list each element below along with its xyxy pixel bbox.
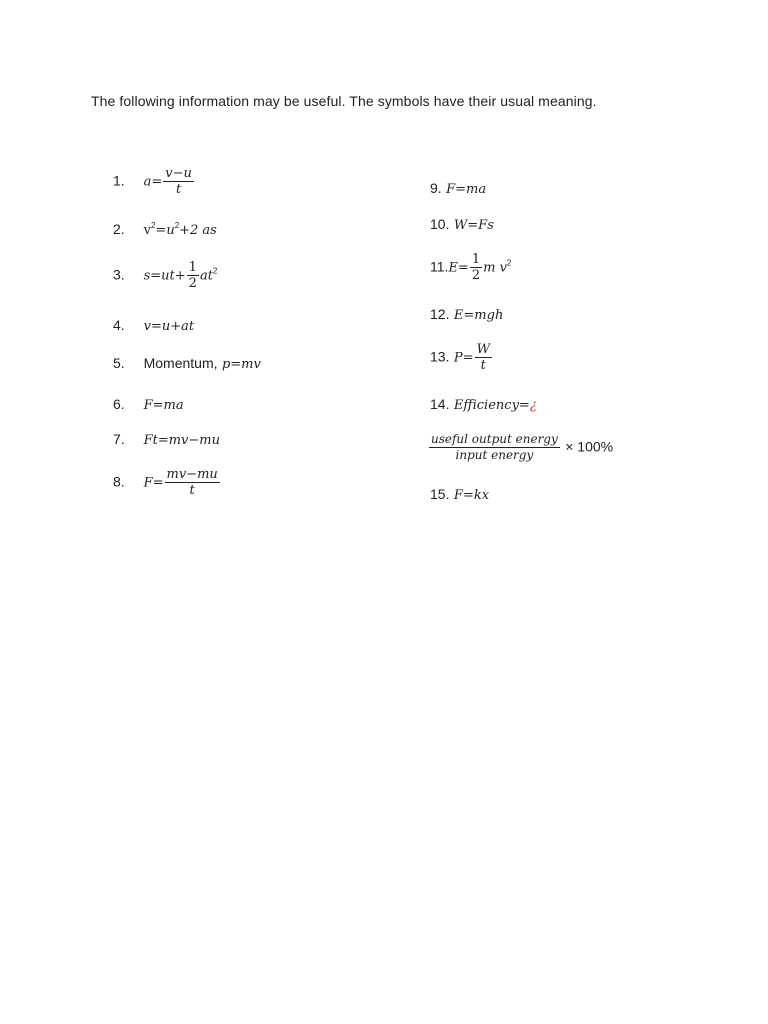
formula-label: Momentum, (143, 355, 218, 371)
formula-number: 1. (113, 172, 125, 189)
superscript: 2 (150, 221, 156, 230)
formula-expr: Ft=mv−mu (143, 433, 220, 448)
formula-term: +2 as (179, 223, 217, 238)
formula-number: 4. (113, 317, 125, 333)
intro-text: The following information may be useful. The symbols have their usual meaning. (91, 93, 597, 109)
formula-number: 9. (430, 180, 442, 196)
formula-number: 6. (113, 396, 125, 412)
percent-multiplier: × 100% (565, 438, 614, 455)
fraction: $\frac{v-u}{t}$ (165, 166, 192, 197)
fraction: $\frac{1}{2}$ (188, 260, 197, 291)
formula-4 (113, 317, 194, 335)
superscript: 2 (174, 221, 180, 230)
fraction: $\frac{mv-mu}{t}$ (166, 467, 218, 498)
formula-lhs: a (143, 174, 152, 190)
formula-term: m v (483, 260, 507, 276)
formula-number: 12. (430, 306, 450, 322)
formula-1: 1. a= $\frac{v-u}{t}$ (113, 166, 192, 197)
formula-7 (113, 431, 220, 449)
formula-9 (430, 180, 486, 198)
formula-expr: F=ma (446, 182, 487, 197)
formula-2: 2. $v^2=u^2+2$ as (113, 221, 217, 238)
formula-10 (430, 216, 494, 234)
formula-number: 15. (430, 486, 450, 502)
fraction: $\frac{1}{2}$ (471, 252, 481, 283)
formula-expr: E=mgh (453, 308, 504, 323)
formula-number: 8. (113, 473, 125, 490)
formula-lhs: E= (448, 260, 469, 276)
formula-expr: p=mv (221, 357, 261, 372)
formula-13 (430, 342, 493, 373)
formula-14 (430, 396, 537, 414)
placeholder-glyph: ¿ (529, 398, 537, 413)
formula-term: v (143, 223, 151, 238)
formula-6 (113, 396, 184, 414)
formula-number: 13. (430, 348, 450, 365)
superscript: 2 (212, 266, 218, 276)
formula-15 (430, 486, 489, 504)
formula-expr: F=ma (143, 398, 184, 413)
formula-expr: Efficiency= (453, 398, 530, 413)
superscript: 2 (506, 258, 512, 268)
formula-number: 14. (430, 396, 450, 412)
formula-number: 11. (430, 258, 449, 275)
formula-number: 5. (113, 355, 125, 371)
efficiency-fraction (428, 432, 613, 463)
formula-expr: F=kx (453, 488, 490, 503)
fraction: $\frac{W}{t}$ (476, 342, 490, 373)
formula-number: 3. (113, 266, 125, 283)
formula-lhs: P= (453, 350, 474, 366)
formula-expr: W=Fs (453, 218, 494, 233)
formula-number: 2. (113, 221, 125, 237)
formula-3 (113, 260, 217, 291)
formula-8 (113, 467, 221, 498)
formula-expr: v=u+at (143, 319, 195, 334)
formula-12 (430, 306, 503, 324)
fraction: $\frac{\text{useful output energy}}{\text{input energy}}$ (431, 432, 558, 462)
formula-lhs: s=ut+ (143, 268, 186, 284)
formula-number: 10. (430, 216, 450, 232)
formula-lhs: F= (143, 475, 164, 491)
formula-term: at (199, 268, 213, 284)
formula-number: 7. (113, 431, 125, 447)
formula-5 (113, 355, 261, 373)
formula-term: u (166, 223, 175, 238)
formula-11 (430, 252, 511, 283)
